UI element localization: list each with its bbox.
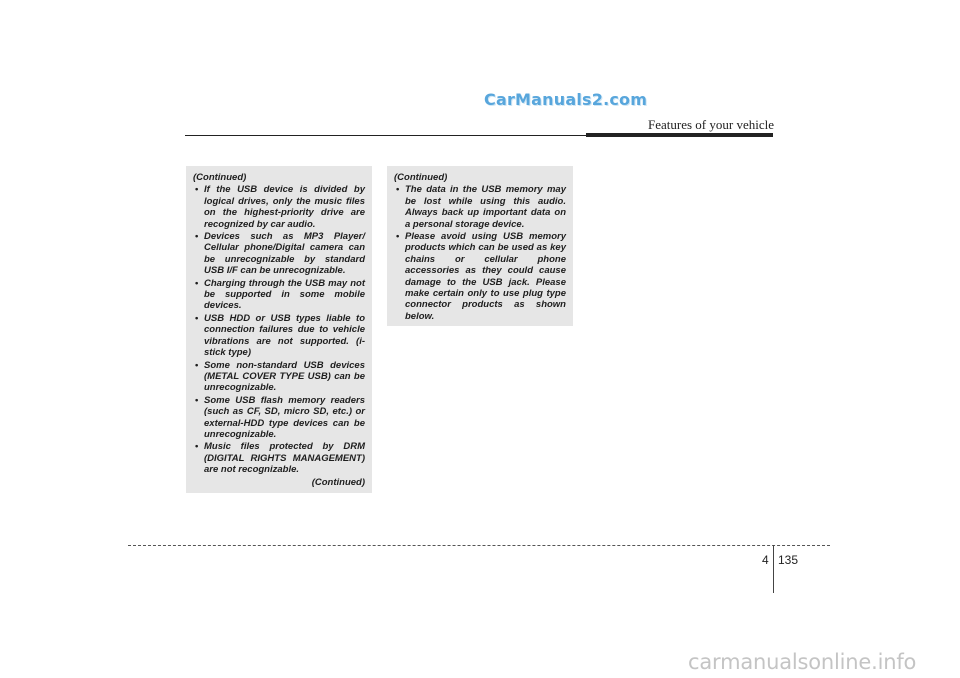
section-title: Features of your vehicle <box>648 117 774 132</box>
page-divider <box>773 545 774 593</box>
list-item: • Please avoid using USB memory products which can be used as key chains or cellular phone accessories as they could cause damage to the USB jack. Please make certain only to use plug type connector products as shown below. <box>394 231 566 322</box>
chapter-number: 4 <box>762 553 769 567</box>
continued-label: (Continued) <box>311 476 365 488</box>
list-item: • Some USB flash memory readers (such as CF, SD, micro SD, etc.) or external-HDD type devices can be unrecognizable. <box>193 395 365 441</box>
continued-label: (Continued) <box>193 172 247 183</box>
list-item: • Charging through the USB may not be supported in some mobile devices. <box>193 278 365 312</box>
watermark-carmanuals2: CarManuals2.com <box>484 90 648 109</box>
page-number: 135 <box>778 553 799 567</box>
list-item: • USB HDD or USB types liable to connection failures due to vehicle vibrations are not supported. (i-stick type) <box>193 313 365 359</box>
list-item: • Music files protected by DRM (DIGITAL RIGHTS MANAGEMENT) are not recognizable. <box>193 441 365 475</box>
usb-notes-list <box>193 184 365 475</box>
usb-notes-list <box>394 184 566 322</box>
footer-dashed-rule <box>128 545 830 546</box>
watermark-carmanualsonline: carmanualsonline.info <box>688 650 917 674</box>
list-item: • The data in the USB memory may be lost while using this audio. Always back up important data on a personal storage device. <box>394 184 566 230</box>
list-item: • If the USB device is divided by logical drives, only the music files on the highest-priority drive are recognized by car audio. <box>193 184 365 230</box>
usb-notes-box-right <box>387 166 573 326</box>
list-item: • Devices such as MP3 Player/ Cellular phone/Digital camera can be unrecognizable by standard USB I/F can be unrecognizable. <box>193 231 365 277</box>
list-item: • Some non-standard USB devices (METAL COVER TYPE USB) can be unrecognizable. <box>193 360 365 394</box>
usb-notes-box-left <box>186 166 372 493</box>
header-rule-accent <box>586 133 773 137</box>
continued-label: (Continued) <box>394 172 448 183</box>
